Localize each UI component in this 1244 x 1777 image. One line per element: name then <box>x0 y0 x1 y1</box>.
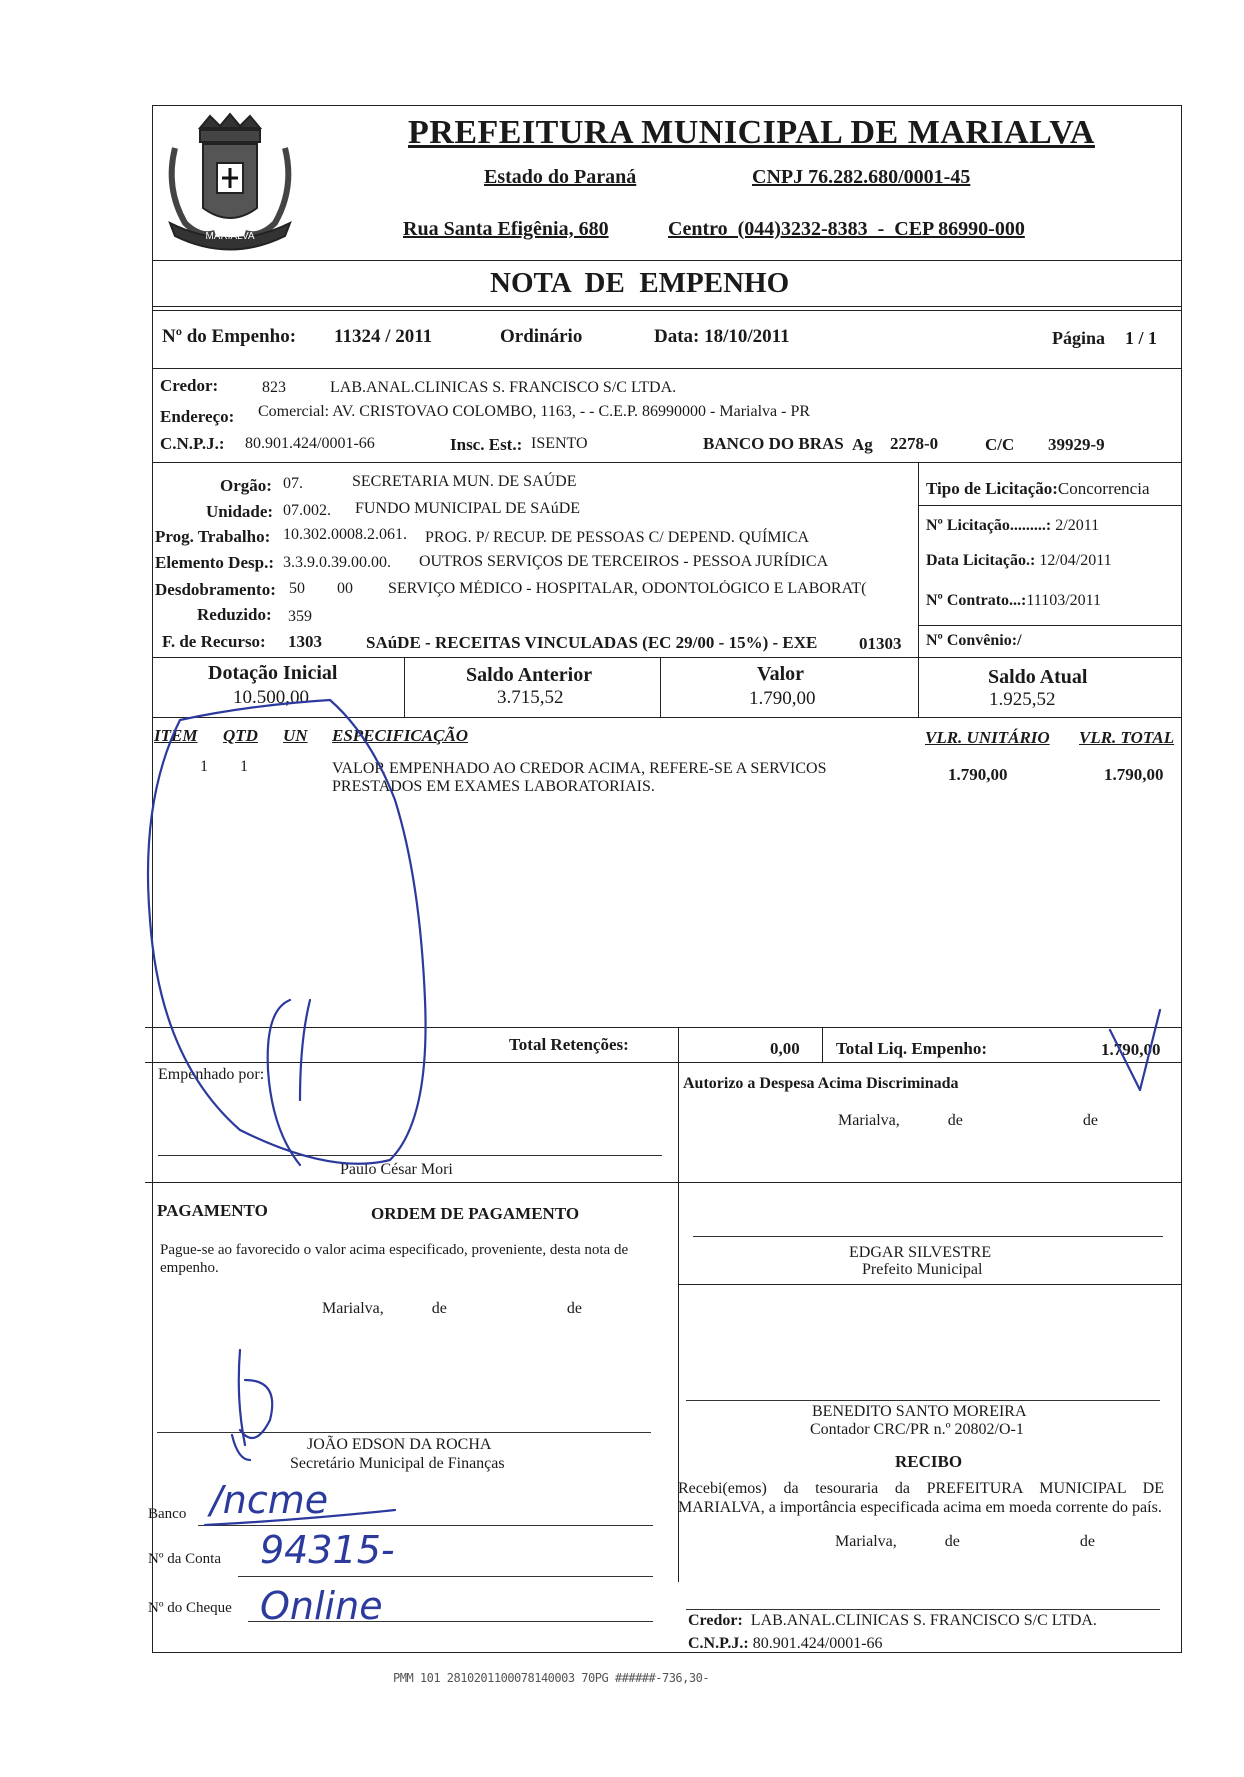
convenio-label: Nº Convênio:/ <box>926 632 1022 649</box>
table-row-unit: 1.790,00 <box>948 765 1008 784</box>
banco-underline-swash <box>205 1510 395 1525</box>
table-row-total: 1.790,00 <box>1104 765 1164 784</box>
recibo-place-date: Marialva, de de <box>835 1533 1095 1550</box>
table-row-qtd: 1 <box>240 758 248 775</box>
orgao-label: Orgão: <box>220 476 272 495</box>
empenho-number-value: 11324 / 2011 <box>334 326 433 347</box>
tipo-licitacao-value: Concorrencia <box>1057 479 1150 498</box>
agency-label: Ag <box>852 435 873 454</box>
recibo-cnpj-value: 80.901.424/0001-66 <box>752 1635 883 1652</box>
cheque-label: Nº do Cheque <box>148 1600 232 1616</box>
conta-handwriting: 94315- <box>260 1528 395 1572</box>
table-row-spec-line1: VALOR EMPENHADO AO CREDOR ACIMA, REFERE-SE A SERVICOS <box>332 760 827 777</box>
recibo-credor-value: LAB.ANAL.CLINICAS S. FRANCISCO S/C LTDA. <box>750 1612 1097 1629</box>
insc-label: Insc. Est.: <box>450 435 523 454</box>
prog-code: 10.302.0008.2.061. <box>283 526 407 543</box>
page-value: 1 / 1 <box>1125 328 1158 348</box>
prefeito-name: EDGAR SILVESTRE <box>849 1244 992 1261</box>
tipo-licitacao-label: Tipo de Licitação: <box>926 479 1058 498</box>
total-retencoes-label: Total Retenções: <box>509 1035 629 1054</box>
total-retencoes-value: 0,00 <box>770 1039 800 1058</box>
unidade-label: Unidade: <box>206 502 274 521</box>
endereco-value: Comercial: AV. CRISTOVAO COLOMBO, 1163, - - C.E.P. 86990000 - Marialva - PR <box>258 403 811 420</box>
elemento-name: OUTROS SERVIÇOS DE TERCEIROS - PESSOA JURÍDICA <box>419 553 829 570</box>
recibo-credor-label: Credor: <box>688 1612 743 1629</box>
footer-code: PMM 101 2810201100078140003 70PG ######-736,30- <box>393 1671 710 1685</box>
saldo-anterior-label: Saldo Anterior <box>466 664 593 686</box>
saldo-atual-label: Saldo Atual <box>988 666 1088 688</box>
contrato-label: Nº Contrato...: <box>926 592 1027 609</box>
account-value: 39929-9 <box>1048 435 1105 454</box>
conta-label: Nº da Conta <box>148 1551 221 1567</box>
saldo-anterior-value: 3.715,52 <box>497 687 564 708</box>
check-mark <box>1110 1010 1160 1090</box>
valor-value: 1.790,00 <box>749 688 816 709</box>
banco-label: Banco <box>148 1506 187 1522</box>
cheque-handwriting: Online <box>260 1584 383 1628</box>
endereco-label: Endereço: <box>160 407 235 426</box>
total-liq-value: 1.790,00 <box>1101 1040 1161 1059</box>
prog-label: Prog. Trabalho: <box>155 527 271 546</box>
bank-label: BANCO DO BRAS <box>703 434 844 453</box>
crest-ribbon-text: MARIALVA <box>205 231 255 242</box>
prefeito-role: Prefeito Municipal <box>862 1261 983 1278</box>
prog-name: PROG. P/ RECUP. DE PESSOAS C/ DEPEND. QUÍMICA <box>425 529 810 546</box>
contador-name: BENEDITO SANTO MOREIRA <box>812 1403 1027 1420</box>
cnpj-label: C.N.P.J.: <box>160 434 225 453</box>
secretario-signature <box>232 1350 272 1460</box>
recurso-code2: 01303 <box>859 634 902 653</box>
col-item: ITEM <box>154 726 198 745</box>
dotacao-inicial-label: Dotação Inicial <box>208 662 338 684</box>
contrato-value: 11103/2011 <box>1026 592 1102 609</box>
account-label: C/C <box>985 435 1015 454</box>
dotacao-inicial-value: 10.500,00 <box>233 687 309 708</box>
unidade-code: 07.002. <box>283 502 331 519</box>
agency-value: 2278-0 <box>890 434 939 453</box>
autorizo-place-date: Marialva, de de <box>838 1112 1098 1129</box>
pagamento-label: PAGAMENTO <box>157 1201 268 1220</box>
insc-value: ISENTO <box>531 435 588 452</box>
orgao-name: SECRETARIA MUN. DE SAÚDE <box>352 473 577 490</box>
signature-oval <box>148 700 426 1164</box>
empenho-number-label: Nº do Empenho: <box>162 326 297 347</box>
saldo-atual-value: 1.925,52 <box>989 689 1056 710</box>
col-un: UN <box>283 726 308 745</box>
reduzido-value: 359 <box>288 608 312 625</box>
col-vlr-unitario: VLR. UNITÁRIO <box>925 728 1050 747</box>
credor-code: 823 <box>262 379 286 396</box>
orgao-code: 07. <box>283 475 303 492</box>
org-contact: Centro (044)3232-8383 - CEP 86990-000 <box>668 218 1025 240</box>
contador-role: Contador CRC/PR n.º 20802/O-1 <box>810 1421 1024 1438</box>
empenho-date: Data: 18/10/2011 <box>654 326 790 347</box>
empenho-type: Ordinário <box>500 326 583 347</box>
recurso-name: SAúDE - RECEITAS VINCULADAS (EC 29/00 - 15%) - EXE <box>366 633 818 652</box>
recurso-code: 1303 <box>288 632 322 651</box>
desdobramento-code2: 00 <box>337 580 353 597</box>
licitacao-number-value: 2/2011 <box>1055 517 1100 534</box>
empenhado-por-name: Paulo César Mori <box>340 1161 453 1178</box>
recibo-title: RECIBO <box>895 1452 963 1471</box>
secretario-role: Secretário Municipal de Finanças <box>290 1455 505 1472</box>
recibo-text: Recebi(emos) da tesouraria da PREFEITURA MUNICIPAL DE MARIALVA, a importância especificada acima em moeda corrente do país. <box>678 1480 1164 1516</box>
credor-label: Credor: <box>160 376 219 395</box>
pagamento-place-date: Marialva, de de <box>322 1300 582 1317</box>
org-address: Rua Santa Efigênia, 680 <box>403 218 609 240</box>
recibo-cnpj-label: C.N.P.J.: <box>688 1635 749 1652</box>
signature-stroke-1 <box>268 1000 300 1165</box>
secretario-name: JOÃO EDSON DA ROCHA <box>307 1436 492 1453</box>
total-liq-label: Total Liq. Empenho: <box>836 1039 987 1058</box>
elemento-code: 3.3.9.0.39.00.00. <box>283 554 391 571</box>
col-qtd: QTD <box>223 726 258 745</box>
valor-label: Valor <box>757 663 805 685</box>
desdobramento-label: Desdobramento: <box>155 580 276 599</box>
licitacao-number-label: Nº Licitação.........: <box>926 517 1052 534</box>
unidade-name: FUNDO MUNICIPAL DE SAúDE <box>355 500 581 517</box>
cnpj-value: 80.901.424/0001-66 <box>245 435 375 452</box>
autorizo-label: Autorizo a Despesa Acima Discriminada <box>683 1075 959 1092</box>
empenhado-por-label: Empenhado por: <box>158 1066 265 1083</box>
col-especificacao: ESPECIFICAÇÃO <box>332 726 469 745</box>
reduzido-label: Reduzido: <box>197 605 272 624</box>
desdobramento-code1: 50 <box>289 580 305 597</box>
page-label: Página <box>1052 328 1106 348</box>
signature-stroke-2 <box>300 1000 310 1100</box>
licitacao-date-value: 12/04/2011 <box>1039 552 1112 569</box>
table-row-spec-line2: PRESTADOS EM EXAMES LABORATORIAIS. <box>332 778 655 795</box>
org-title: PREFEITURA MUNICIPAL DE MARIALVA <box>408 114 1095 151</box>
col-vlr-total: VLR. TOTAL <box>1079 728 1175 747</box>
pagamento-text: Pague-se ao favorecido o valor acima especificado, proveniente, desta nota de empenho. <box>160 1242 629 1276</box>
doc-title: NOTA DE EMPENHO <box>490 267 790 299</box>
banco-handwriting: /ncme <box>210 1478 329 1522</box>
recurso-label: F. de Recurso: <box>162 632 266 651</box>
licitacao-date-label: Data Licitação.: <box>926 552 1036 569</box>
org-cnpj: CNPJ 76.282.680/0001-45 <box>752 166 971 188</box>
credor-name: LAB.ANAL.CLINICAS S. FRANCISCO S/C LTDA. <box>330 379 677 396</box>
state-name: Estado do Paraná <box>484 166 637 188</box>
desdobramento-name: SERVIÇO MÉDICO - HOSPITALAR, ODONTOLÓGICO E LABORAT( <box>388 580 867 597</box>
table-row-item: 1 <box>200 758 208 775</box>
ordem-pagamento-label: ORDEM DE PAGAMENTO <box>371 1204 580 1223</box>
elemento-label: Elemento Desp.: <box>155 553 274 572</box>
